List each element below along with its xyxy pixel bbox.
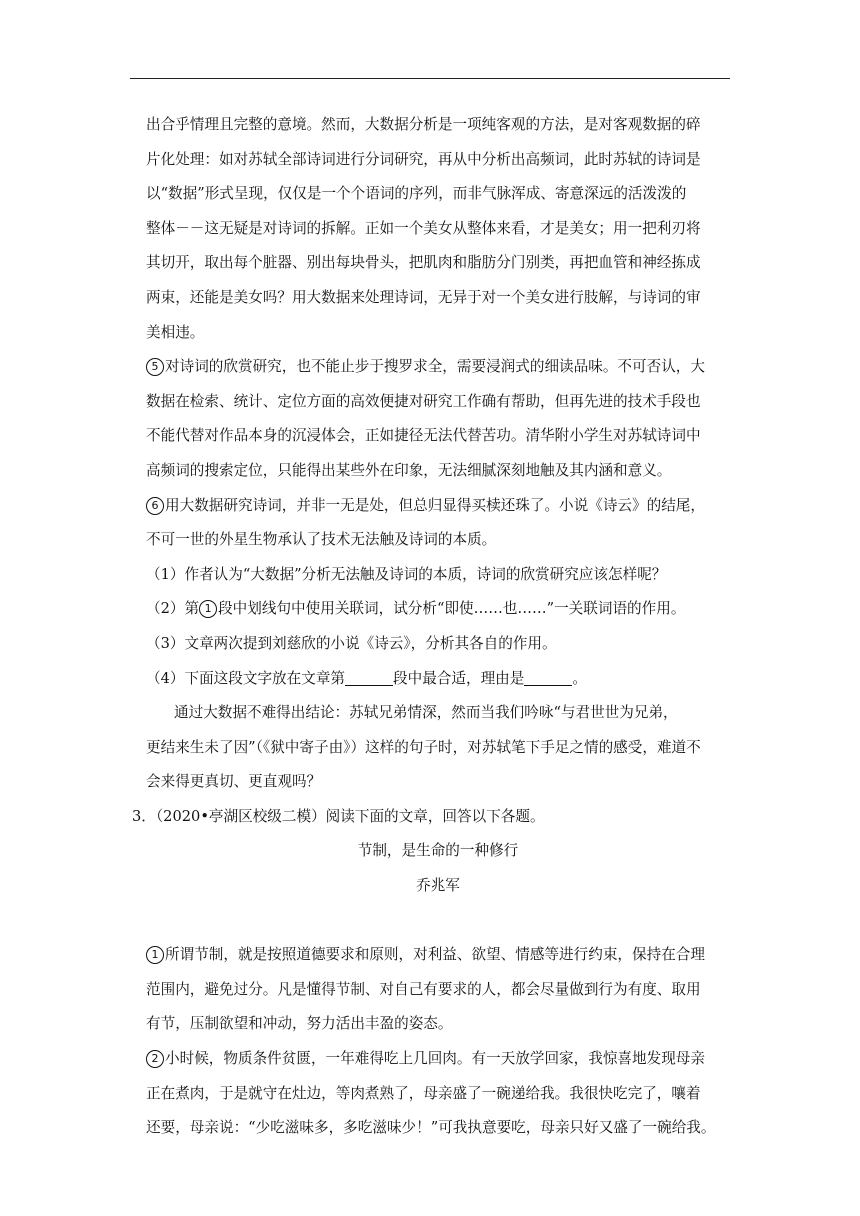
text-line: 用大数据研究诗词，并非一无是处，但总归显得买椟还珠了。小说《诗云》的结尾， xyxy=(165,496,705,514)
text-line: 高频词的搜索定位，只能得出某些外在印象，无法细腻深刻地触及其内涵和意义。 xyxy=(146,461,672,479)
text-line: 还要，母亲说：“少吃滋味多，多吃滋味少！”可我执意要吃，母亲只好又盛了一碗给我。 xyxy=(146,1119,716,1137)
question-1: （1）作者认为“大数据”分析无法触及诗词的本质，诗词的欣赏研究应该怎样呢？ xyxy=(146,565,667,583)
continuation-paragraph xyxy=(146,108,730,350)
article-paragraph-2 xyxy=(146,1042,730,1146)
text-line: 两束，还能是美女吗？用大数据来处理诗词，无异于对一个美女进行肢解，与诗词的审 xyxy=(146,288,701,306)
text-line: 美相违。 xyxy=(146,323,205,341)
questions-list xyxy=(146,558,730,696)
paragraph-5 xyxy=(146,350,730,488)
text-line: 出合乎情理且完整的意境。然而，大数据分析是一项纯客观的方法，是对客观数据的碎 xyxy=(146,116,701,133)
text-line: 所谓节制，就是按照道德要求和原则，对利益、欲望、情感等进行约束，保持在合理 xyxy=(165,946,705,964)
quoted-passage xyxy=(146,696,730,800)
text-line: 不可一世的外星生物承认了技术无法触及诗词的本质。 xyxy=(146,531,497,549)
text-line: 通过大数据不难得出结论：苏轼兄弟情深，然而当我们吟咏“与君世世为兄弟， xyxy=(174,704,678,722)
answer-blank[interactable] xyxy=(524,667,572,686)
text-line: 小时候，物质条件贫匮，一年难得吃上几回肉。有一天放学回家，我惊喜地发现母亲 xyxy=(165,1050,705,1068)
paragraph-number-badge: 1 xyxy=(199,600,217,618)
text-line: 正在煮肉，于是就守在灶边，等肉煮熟了，母亲盛了一碗递给我。我很快吃完了，嚷着 xyxy=(146,1084,701,1102)
paragraph-number-badge: 6 xyxy=(146,497,164,515)
text-line: 片化处理：如对苏轼全部诗词进行分词研究，再从中分析出高频词，此时苏轼的诗词是 xyxy=(146,150,701,168)
text-line: 以“数据”形式呈现，仅仅是一个个语词的序列，而非气脉浑成、寄意深远的活泼泼的 xyxy=(146,185,687,203)
text-line: 范围内，避免过分。凡是懂得节制、对自己有要求的人，都会尽量做到行为有度、取用 xyxy=(146,980,701,998)
text-line: 对诗词的欣赏研究，也不能止步于搜罗求全，需要浸润式的细读品味。不可否认，大 xyxy=(165,358,705,376)
question-4: （4）下面这段文字放在文章第 段中最合适，理由是 。 xyxy=(146,662,730,697)
article-title: 节制，是生命的一种修行 xyxy=(357,842,519,860)
article-paragraph-1 xyxy=(146,938,730,1042)
paragraph-number-badge: 1 xyxy=(146,946,164,964)
document-body xyxy=(132,108,730,1146)
paragraph-6 xyxy=(146,489,730,558)
text-line: 其切开，取出每个脏器、别出每块骨头，把肌肉和脂肪分门别类，再把血管和神经拣成 xyxy=(146,254,701,272)
answer-blank[interactable] xyxy=(345,667,393,686)
header-rule xyxy=(130,78,730,79)
text-line: 更结来生未了因”（《狱中寄子由》）这样的句子时，对苏轼笔下手足之情的感受，难道不 xyxy=(146,738,701,756)
text-line: 不能代替对作品本身的沉浸体会，正如捷径无法代替苦功。清华附小学生对苏轼诗词中 xyxy=(146,427,701,445)
question-2: （2）第 1 段中划线句中使用关联词，试分析“即使……也……”一关联词语的作用。 xyxy=(146,600,686,618)
paragraph-number-badge: 2 xyxy=(146,1050,164,1068)
question-3: （3）文章两次提到刘慈欣的小说《诗云》，分析其各自的作用。 xyxy=(146,634,557,652)
paragraph-number-badge: 5 xyxy=(146,358,164,376)
text-line: 有节，压制欲望和冲动，努力活出丰盈的姿态。 xyxy=(146,1015,453,1033)
spacer xyxy=(146,904,730,939)
text-line: 整体－－这无疑是对诗词的拆解。正如一个美女从整体来看，才是美女；用一把利刃将 xyxy=(146,219,701,237)
text-line: 数据在检索、统计、定位方面的高效便捷对研究工作确有帮助，但再先进的技术手段也 xyxy=(146,392,701,410)
problem-3-header: 3．（2020•亭湖区校级二模）阅读下面的文章，回答以下各题。 xyxy=(132,807,545,825)
text-line: 会来得更真切、更直观吗？ xyxy=(146,773,322,791)
article-author: 乔兆军 xyxy=(416,877,460,895)
